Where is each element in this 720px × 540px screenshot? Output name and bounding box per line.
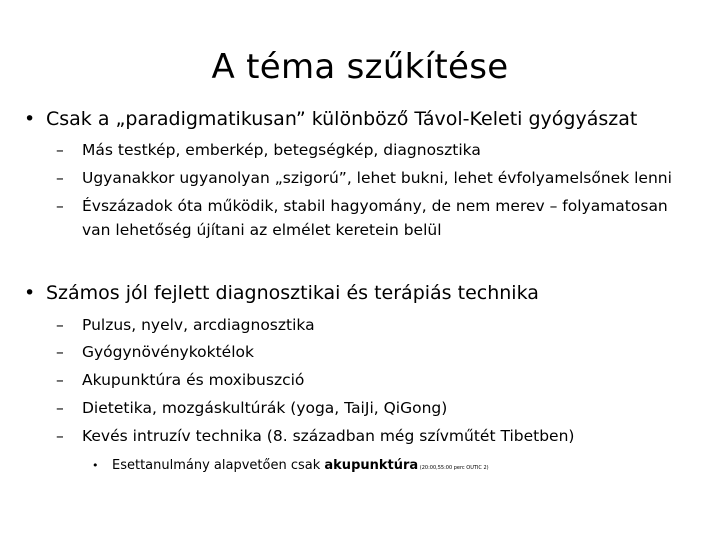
dash-bullet: –	[56, 316, 64, 334]
dash-bullet: –	[56, 427, 64, 445]
sub-item-text: Dietetika, mozgáskultúrák (yoga, TaiJi, QiGong)	[82, 399, 448, 417]
section2-heading: Számos jól fejlett diagnosztikai és terápiás technika	[46, 282, 539, 304]
sub-item-text: Kevés intruzív technika (8. században még szívműtét Tibetben)	[82, 427, 575, 445]
dash-bullet: –	[56, 399, 64, 417]
slide-title: A téma szűkítése	[211, 47, 509, 87]
dash-bullet: –	[56, 197, 64, 215]
sub-item-text: van lehetőség újítani az elmélet keretein belül	[82, 221, 442, 239]
case-study-text: Esettanulmány alapvetően csak	[112, 458, 325, 473]
sub-item-text: Gyógynövénykoktélok	[82, 343, 254, 361]
section1-heading: Csak a „paradigmatikusan” különböző Távol-Keleti gyógyászat	[46, 108, 638, 130]
bullet-dot: •	[92, 459, 99, 472]
case-study-bold: akupunktúra	[324, 458, 419, 473]
dash-bullet: –	[56, 169, 64, 187]
sub-item-text: Más testkép, emberkép, betegségkép, diagnosztika	[82, 141, 481, 159]
dash-bullet: –	[56, 141, 64, 159]
dash-bullet: –	[56, 371, 64, 389]
sub-item-text: Ugyanakkor ugyanolyan „szigorú”, lehet bukni, lehet évfolyamelsőnek lenni	[82, 169, 672, 187]
sub-sub-item-text	[112, 456, 489, 478]
sub-item-text: Évszázadok óta működik, stabil hagyomány, de nem merev – folyamatosan	[82, 197, 668, 215]
bullet-dot: •	[24, 108, 36, 130]
bullet-dot: •	[24, 282, 36, 304]
dash-bullet: –	[56, 343, 64, 361]
case-study-reference: (20:00,55:00 perc OUTIC 2)	[418, 465, 489, 471]
sub-item-text: Pulzus, nyelv, arcdiagnosztika	[82, 316, 315, 334]
sub-item-text: Akupunktúra és moxibuszció	[82, 371, 305, 389]
